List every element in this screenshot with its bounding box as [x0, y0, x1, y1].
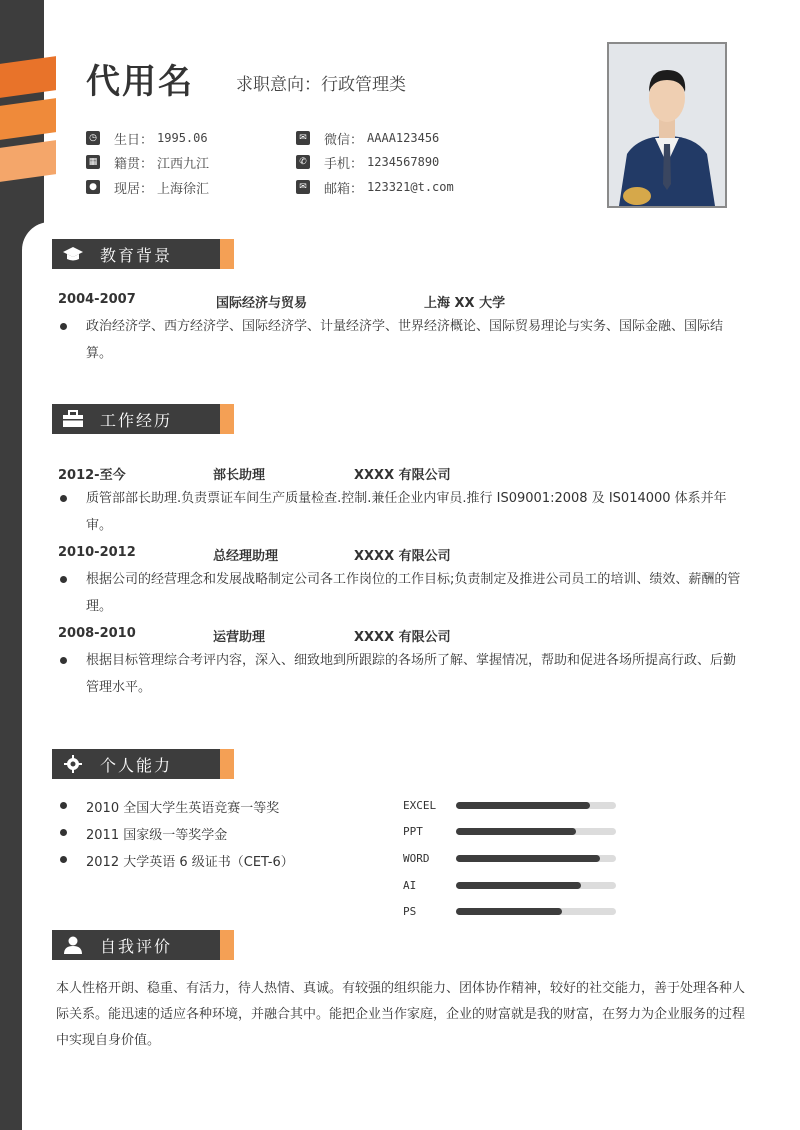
- phone-icon: ✆: [296, 155, 310, 169]
- bullet-dot: [60, 829, 67, 836]
- section-header-self-evaluation: 自我评价: [52, 930, 234, 960]
- work-period: 2012-至今: [58, 468, 126, 483]
- education-period: 2004-2007: [58, 292, 136, 307]
- work-position: 总经理助理: [213, 549, 279, 564]
- ribbon-decoration: [0, 56, 56, 98]
- skill-label: AI: [403, 879, 417, 892]
- work-position: 部长助理: [213, 468, 266, 483]
- person-portrait-icon: [609, 44, 725, 206]
- education-courses: 政治经济学、西方经济学、国际经济学、计量经济学、世界经济概论、国际贸易理论与实务、国际金融、国际结算。: [86, 319, 724, 361]
- mail-icon: ✉: [296, 180, 310, 194]
- work-company: XXXX 有限公司: [354, 549, 451, 564]
- graduation-cap-icon: [62, 245, 84, 263]
- skill-bar-track: [456, 882, 616, 889]
- profile-photo: [607, 42, 727, 208]
- bullet-dot: [60, 576, 67, 583]
- self-evaluation-text: 本人性格开朗、稳重、有活力，待人热情、真诚。有较强的组织能力、团体协作精神，较好的社交能力，善于处理各种人际关系。能迅速的适应各种环境，并融合其中。能把企业当作家庭，企业的财富就是我的财富，在努力为企业服务的过程中实现自身价值。: [56, 981, 746, 1048]
- work-position: 运营助理: [213, 630, 266, 645]
- ribbon-decoration: [0, 140, 56, 182]
- skill-bar-track: [456, 828, 616, 835]
- clock-icon: ◷: [86, 131, 100, 145]
- info-origin: ▦ 籍贯： 江西九江: [86, 153, 209, 171]
- briefcase-icon: [62, 410, 84, 428]
- location-pin-icon: ●: [86, 180, 100, 194]
- info-residence: ● 现居： 上海徐汇: [86, 178, 209, 196]
- certificate-item: 2012 大学英语 6 级证书（CET-6）: [86, 855, 294, 870]
- certificate-item: 2010 全国大学生英语竞赛一等奖: [86, 801, 280, 816]
- info-wechat: ✉ 微信： AAAA123456: [296, 129, 439, 147]
- education-major: 国际经济与贸易: [216, 296, 308, 311]
- skill-bar-fill: [456, 828, 576, 835]
- skill-bar-track: [456, 908, 616, 915]
- skill-label: PS: [403, 905, 417, 918]
- info-email: ✉ 邮箱： 123321@t.com: [296, 178, 454, 196]
- work-description: 质管部部长助理.负责票证车间生产质量检查.控制.兼任企业内审员.推行 IS09001:2008 及 IS014000 体系并年审。: [86, 491, 727, 533]
- bullet-dot: [60, 657, 67, 664]
- skill-bar-fill: [456, 802, 590, 809]
- skill-label: PPT: [403, 825, 423, 838]
- skill-label: EXCEL: [403, 799, 437, 812]
- info-phone: ✆ 手机： 1234567890: [296, 153, 439, 171]
- bullet-dot: [60, 323, 67, 330]
- skill-bar-fill: [456, 908, 562, 915]
- user-icon: [62, 936, 84, 954]
- job-intent: 求职意向：行政管理类: [236, 75, 406, 95]
- skill-label: WORD: [403, 852, 430, 865]
- section-header-ability: 个人能力: [52, 749, 234, 779]
- education-school: 上海 XX 大学: [424, 296, 506, 311]
- ribbon-decoration: [0, 98, 56, 140]
- work-period: 2010-2012: [58, 545, 136, 560]
- building-icon: ▦: [86, 155, 100, 169]
- section-header-education: 教育背景: [52, 239, 234, 269]
- skill-bar-track: [456, 855, 616, 862]
- certificate-item: 2011 国家级一等奖学金: [86, 828, 228, 843]
- work-description: 根据目标管理综合考评内容，深入、细致地到所跟踪的各场所了解、掌握情况，帮助和促进各场所提高行政、后勤管理水平。: [86, 653, 737, 695]
- bullet-dot: [60, 495, 67, 502]
- bullet-dot: [60, 802, 67, 809]
- skill-bar-fill: [456, 855, 600, 862]
- skill-bar-track: [456, 802, 616, 809]
- info-birth: ◷ 生日： 1995.06: [86, 129, 208, 147]
- section-header-work: 工作经历: [52, 404, 234, 434]
- work-company: XXXX 有限公司: [354, 468, 451, 483]
- work-period: 2008-2010: [58, 626, 136, 641]
- bullet-dot: [60, 856, 67, 863]
- candidate-name: 代用名: [86, 62, 194, 102]
- work-description: 根据公司的经营理念和发展战略制定公司各工作岗位的工作目标;负责制定及推进公司员工的培训、绩效、薪酬的管理。: [86, 572, 741, 614]
- wechat-icon: ✉: [296, 131, 310, 145]
- gear-icon: [62, 755, 84, 773]
- work-company: XXXX 有限公司: [354, 630, 451, 645]
- skill-bar-fill: [456, 882, 581, 889]
